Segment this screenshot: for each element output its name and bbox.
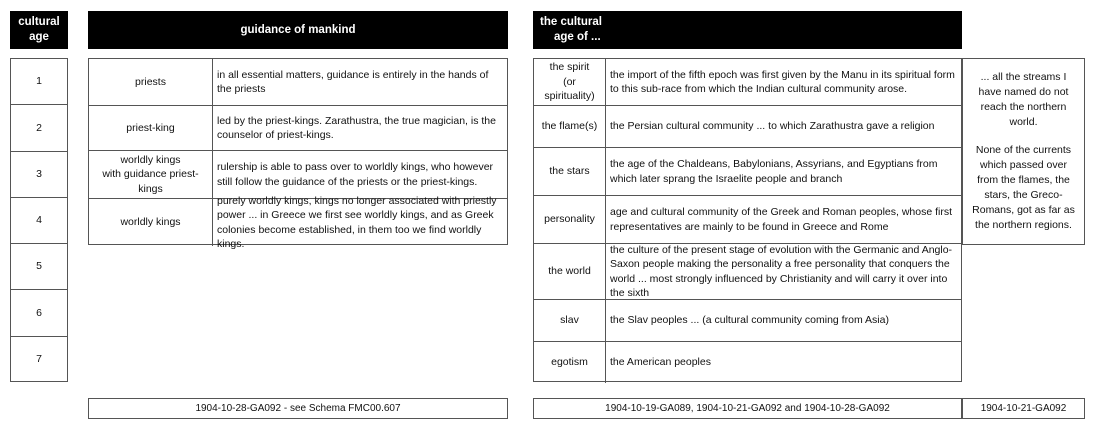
guidance-who: worldly kings	[89, 199, 213, 246]
header-the-cultural-age-of-line2: age of ...	[554, 31, 601, 43]
header-the-cultural-age-of	[533, 11, 962, 49]
header-cultural-age	[10, 11, 68, 49]
header-cultural-age-line1: cultural	[18, 16, 60, 28]
table-row	[534, 59, 961, 106]
commentary-paragraph-1: ... all the streams I have named do not reach the northern world.	[978, 71, 1069, 128]
table-row	[534, 244, 961, 300]
age-name: egotism	[534, 342, 606, 383]
cultural-age-number: 7	[36, 353, 42, 366]
age-name-line2: (or spirituality)	[544, 75, 595, 103]
header-guidance-label: guidance of mankind	[240, 23, 356, 36]
commentary-box	[962, 58, 1085, 245]
cultural-age-number: 3	[36, 167, 42, 180]
table-cultural-age	[10, 58, 68, 382]
table-row	[11, 244, 67, 290]
citation-guidance: 1904-10-28-GA092 - see Schema FMC00.607	[88, 398, 508, 419]
header-guidance-of-mankind	[88, 11, 508, 49]
table-guidance-of-mankind	[88, 58, 508, 250]
age-name: the world	[534, 244, 606, 299]
cultural-age-number: 4	[36, 214, 42, 227]
age-name-line1: the spirit	[549, 61, 590, 74]
guidance-description: purely worldly kings, kings no longer associated with priestly power ... in Greece we first see worldly kings, and as Greek colonies become established, in them too we find worldly kings.	[217, 194, 497, 250]
guidance-who: priest-king	[89, 106, 213, 150]
table-row	[89, 59, 507, 106]
age-name: personality	[534, 196, 606, 243]
guidance-who	[89, 151, 213, 198]
age-name: slav	[534, 300, 606, 341]
age-description: the age of the Chaldeans, Babylonians, Assyrians, and Egyptians from which later sprang the Israelite people and branch	[610, 158, 938, 185]
guidance-description: led by the priest-kings. Zarathustra, the true magician, is the counselor of priest-kings.	[217, 114, 496, 141]
age-description: the American peoples	[610, 356, 711, 369]
table-row	[11, 152, 67, 198]
table-row	[11, 198, 67, 244]
cultural-age-number: 2	[36, 121, 42, 134]
header-the-cultural-age-of-line1: the cultural	[540, 16, 602, 28]
table-row	[534, 196, 961, 244]
age-description: the Persian cultural community ... to which Zarathustra gave a religion	[610, 120, 935, 133]
cultural-age-number: 6	[36, 306, 42, 319]
commentary-paragraph-2: None of the currents which passed over from the flames, the stars, the Greco-Romans, got as far as the northern regions.	[972, 144, 1075, 231]
age-name: the stars	[534, 148, 606, 195]
age-description: the Slav peoples ... (a cultural community coming from Asia)	[610, 314, 889, 327]
age-description: age and cultural community of the Greek and Roman peoples, whose first representatives are mainly to be found in Greece and Rome	[610, 206, 953, 233]
table-row	[534, 342, 961, 383]
citation-commentary: 1904-10-21-GA092	[962, 398, 1085, 419]
guidance-description: in all essential matters, guidance is entirely in the hands of the priests	[217, 68, 489, 95]
guidance-description: rulership is able to pass over to worldly kings, who however still follow the guidance of the priests or the priest-kings.	[217, 161, 494, 188]
age-description: the culture of the present stage of evolution with the Germanic and Anglo-Saxon people making the personality a free personality that conquers the world ... most strongly influenced by Christianity and will carry it over into the sixth	[610, 243, 953, 299]
table-row	[11, 105, 67, 151]
table-row	[89, 151, 507, 199]
table-row	[11, 59, 67, 105]
table-row	[534, 148, 961, 196]
age-name	[534, 59, 606, 105]
guidance-who: priests	[89, 59, 213, 105]
age-description: the import of the fifth epoch was first given by the Manu in its spiritual form to this sub-race from which the Indian cultural community arose.	[610, 68, 955, 95]
cultural-age-number: 5	[36, 260, 42, 273]
table-row	[11, 337, 67, 383]
citation-cultural-age-of: 1904-10-19-GA089, 1904-10-21-GA092 and 1904-10-28-GA092	[533, 398, 962, 419]
table-row	[534, 106, 961, 148]
table-the-cultural-age-of	[533, 58, 962, 382]
table-row	[89, 194, 507, 250]
cultural-age-number: 1	[36, 75, 42, 88]
header-cultural-age-line2: age	[29, 31, 49, 43]
guidance-who-line2: with guidance priest-kings	[102, 168, 199, 195]
table-row	[534, 300, 961, 342]
age-name: the flame(s)	[534, 106, 606, 147]
table-row	[89, 106, 507, 151]
table-row	[11, 290, 67, 336]
guidance-who-line1: worldly kings	[120, 153, 181, 166]
